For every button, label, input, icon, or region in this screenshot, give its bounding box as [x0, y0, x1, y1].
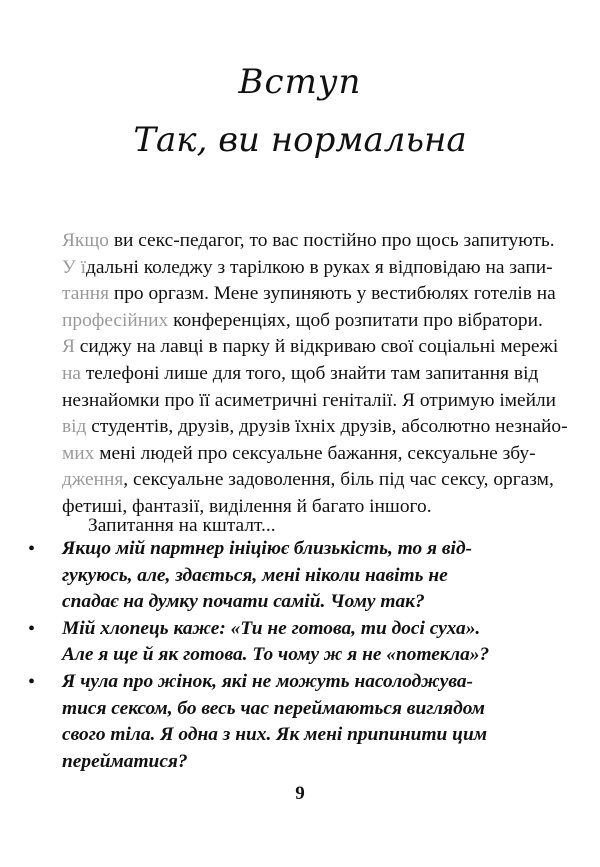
question-text [62, 669, 520, 775]
faded-text: Якщо [62, 230, 109, 251]
question-line: свого тіла. Я одна з них. Як мені припинити цим [62, 724, 488, 746]
line-text: телефоні лише для того, щоб знайти там запитання від [80, 362, 539, 384]
faded-text: тання [62, 283, 109, 305]
line-text: фетиші, фантазії, виділення й багато іншого. [62, 495, 432, 517]
body-line [62, 308, 543, 335]
body-paragraph [62, 228, 568, 521]
body-line [62, 281, 556, 308]
body-line [62, 441, 536, 468]
line-text: мені людей про сексуальне бажання, сексуальне збу- [94, 442, 536, 464]
body-line [62, 388, 557, 415]
question-line: перейматися? [62, 750, 188, 772]
page-number: 9 [295, 783, 305, 804]
line-text: студентів, друзів, друзів їхніх друзів, абсолютно незнайо- [86, 416, 568, 438]
body-line [62, 228, 555, 255]
faded-text: мих [62, 442, 95, 464]
faded-text: професійних [62, 309, 169, 331]
bullet-icon: • [28, 617, 36, 640]
question-text [62, 616, 520, 669]
body-line [62, 361, 539, 388]
question-item [28, 536, 520, 616]
question-line: спадає на думку почати самій. Чому так? [62, 591, 425, 613]
body-line [62, 414, 568, 441]
body-line [62, 255, 553, 282]
body-line [62, 467, 554, 494]
question-text [62, 536, 520, 616]
question-line: гукуюсь, але, здається, мені ніколи навіть не [62, 564, 448, 586]
line-text: про оргазм. Мене зупиняють у вестибюлях готелів на [109, 283, 556, 305]
question-line: Я чула про жінок, які не можуть насолоджува- [62, 670, 474, 692]
line-text: , сексуальне задоволення, біль під час сексу, оргазм, [123, 469, 554, 491]
bullet-icon: • [28, 538, 36, 560]
question-line: Але я ще й як готова. То чому ж я не «потекла»? [62, 644, 490, 666]
faded-text: Я [62, 336, 75, 358]
question-line: тися сексом, бо весь час переймаються виглядом [62, 697, 485, 719]
faded-text: від [62, 416, 87, 438]
faded-text: на [62, 362, 81, 384]
question-line: Якщо мій партнер ініціює близькість, то я від- [62, 538, 473, 559]
question-item [28, 669, 520, 775]
question-line: Мій хлопець каже: «Ти не готова, ти досі суха». [62, 617, 481, 639]
chapter-title: Так, ви нормальна [133, 120, 467, 160]
line-text: незнайомки про її асиметричні геніталії. Я отримую імейли [62, 389, 557, 411]
line-text: дальні коледжу з тарілкою в руках я відповідаю на запи- [85, 256, 553, 278]
line-text: ви секс-педагог, то вас постійно про щось запитують. [108, 230, 555, 251]
questions-lead: Запитання на кшталт... [88, 515, 276, 536]
line-text: сиджу на лавці в парку й відкриваю свої соціальні мережі [74, 336, 559, 358]
bullet-icon: • [28, 670, 36, 693]
body-line [62, 334, 559, 361]
faded-text: У ї [62, 256, 86, 278]
question-item [28, 616, 520, 669]
chapter-label: Вступ [238, 62, 362, 102]
line-text: конференціях, щоб розпитати про вібратори. [168, 309, 543, 331]
faded-text: дження [62, 469, 124, 491]
questions-list [28, 536, 520, 775]
